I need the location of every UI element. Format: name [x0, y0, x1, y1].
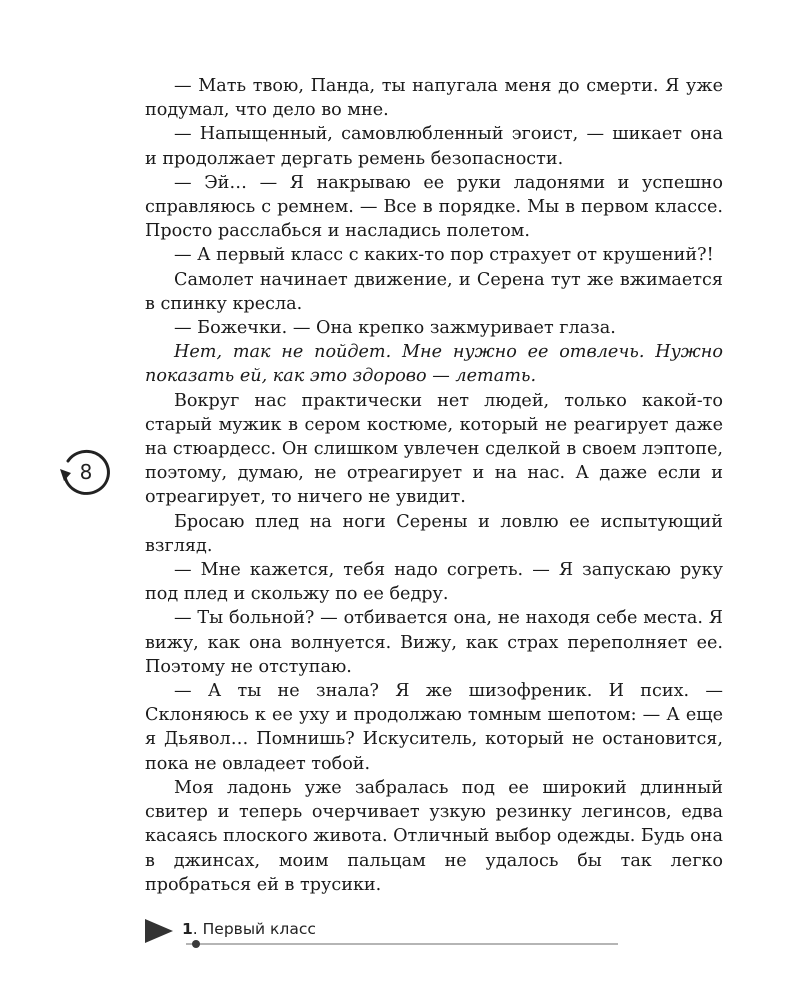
paragraph: — Напыщенный, самовлюбленный эгоист, — шикает она и продолжает дергать ремень безопасности.: [145, 124, 723, 169]
chapter-number: 1: [182, 920, 193, 938]
paragraph: Бросаю плед на ноги Серены и ловлю ее испытующий взгляд.: [145, 511, 723, 556]
chapter-title: . Первый класс: [192, 920, 316, 938]
paragraph: — А ты не знала? Я же шизофреник. И псих. — Склоняюсь к ее уху и продолжаю томным шепотом: — А еще я Дьявол… Помнишь? Искуситель, который не остановится, пока не овладеет тобой.: [145, 681, 723, 774]
paragraph: Вокруг нас практически нет людей, только какой-то старый мужик в сером костюме, который не реагирует даже на стюардесс. Он слишком увлечен сделкой в своем лэптопе, поэтому, думаю, не отреагирует и на нас. А даже если и отреагирует, то ничего не увидит.: [145, 390, 723, 508]
page-number-marker: [58, 447, 114, 497]
paragraph: Самолет начинает движение, и Серена тут же вжимается в спинку кресла.: [145, 269, 723, 314]
paragraph: Моя ладонь уже забралась под ее широкий длинный свитер и теперь очерчивает узкую резинку легинсов, едва касаясь плоского живота. Отличный выбор одежды. Будь она в джинсах, моим пальцам не удалось бы так легко пробраться ей в трусики.: [145, 777, 723, 895]
paragraph: — Мать твою, Панда, ты напугала меня до смерти. Я уже подумал, что дело во мне.: [145, 76, 723, 121]
chapter-label: [182, 920, 316, 938]
paragraph: — А первый класс с каких-то пор страхует от крушений?!: [174, 245, 714, 266]
page-number: 8: [79, 460, 93, 484]
paragraph: — Мне кажется, тебя надо согреть. — Я запускаю руку под плед и скольжу по ее бедру.: [145, 560, 723, 605]
paragraph: — Ты больной? — отбивается она, не находя себе места. Я вижу, как она волнуется. Вижу, как страх переполняет ее. Поэтому не отступаю.: [145, 608, 723, 677]
footer-rule-dot: [192, 940, 200, 948]
paragraph: — Эй… — Я накрываю ее руки ладонями и успешно справляюсь с ремнем. — Все в порядке. Мы в первом классе. Просто расслабься и насладись полетом.: [145, 172, 723, 242]
footer-rule: [186, 943, 618, 945]
play-arrow-icon: [145, 919, 173, 943]
page-body-text: [145, 74, 723, 897]
paragraph: — Божечки. — Она крепко зажмуривает глаза.: [174, 318, 616, 339]
paragraph-italic: Нет, так не пойдет. Мне нужно ее отвлечь. Нужно показать ей, как это здорово — летать.: [145, 342, 723, 387]
